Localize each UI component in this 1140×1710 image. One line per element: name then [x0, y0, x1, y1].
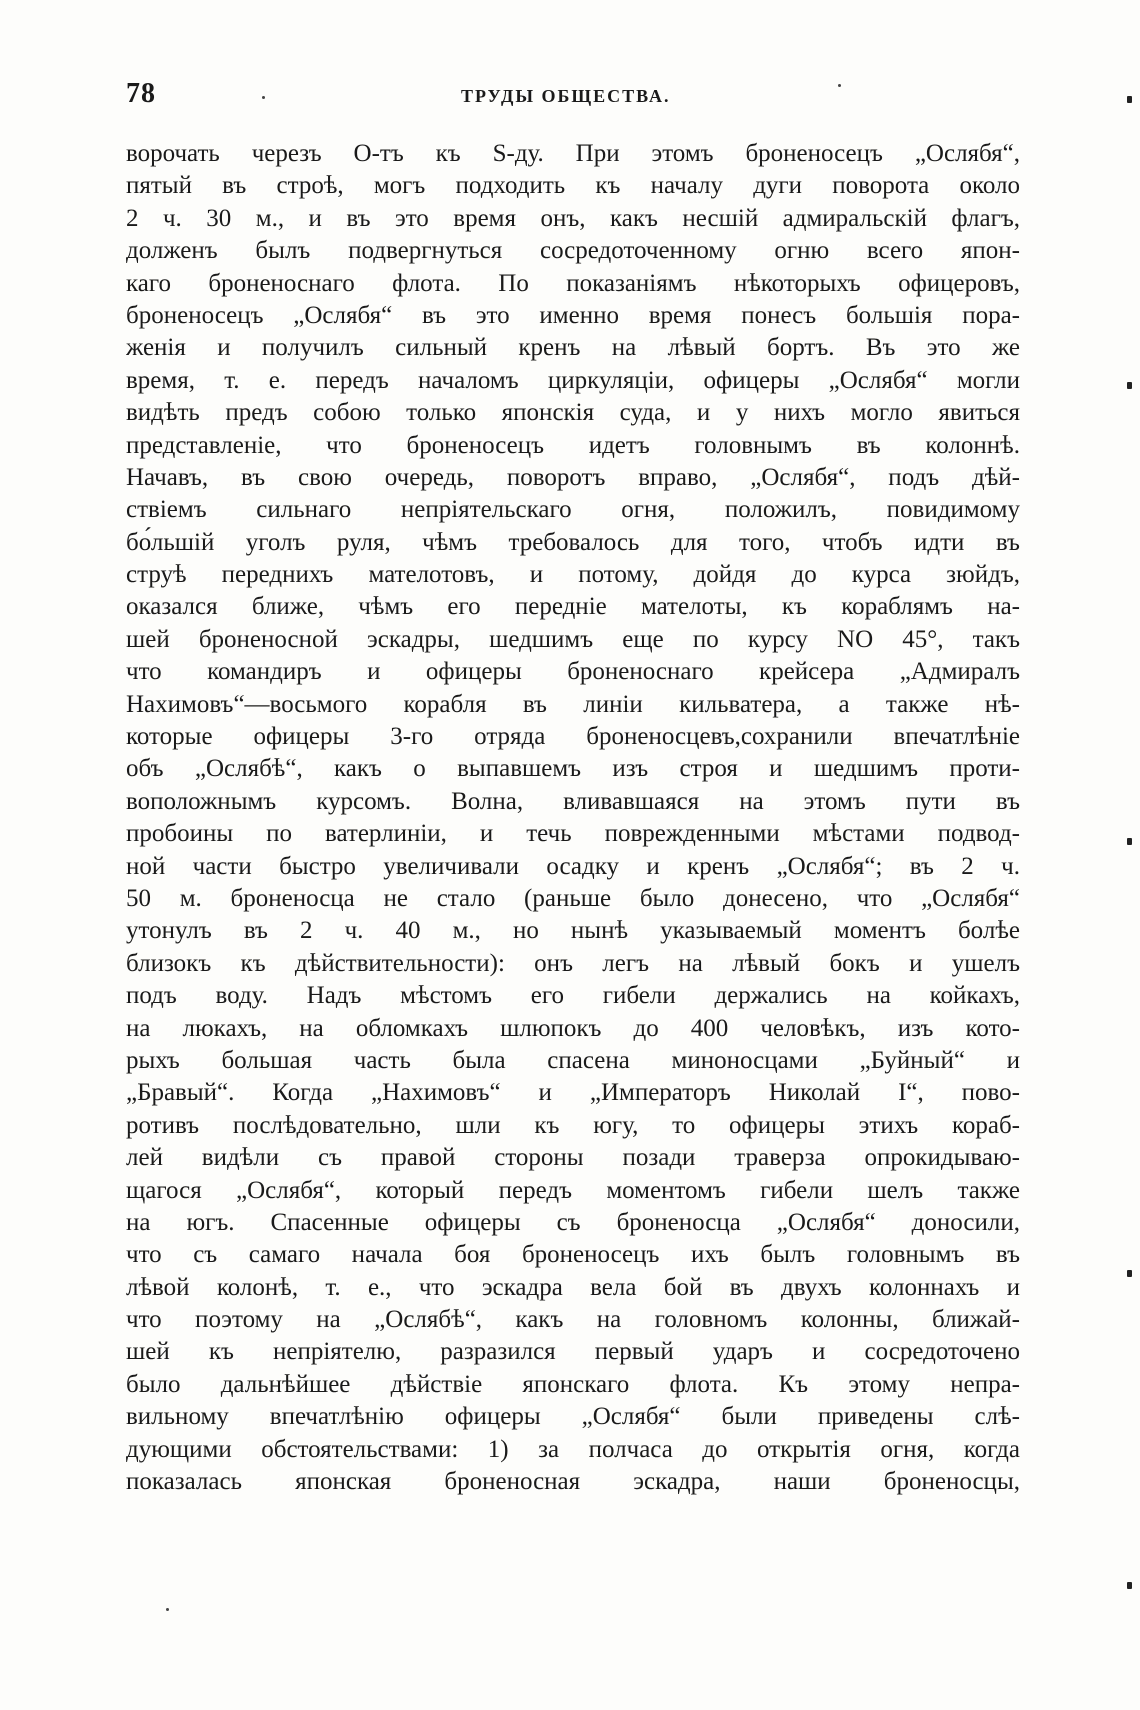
text-line: рыхъ большая часть была спасена миноносцами „Буйный“ и	[126, 1046, 1020, 1074]
text-line: ной части быстро увеличивали осадку и кренъ „Ослябя“; въ 2 ч.	[126, 852, 1020, 880]
text-line: показалась японская броненосная эскадра, наши броненосцы,	[126, 1468, 1020, 1496]
text-line: шей броненосной эскадры, шедшимъ еще по курсу NO 45°, такъ	[126, 625, 1020, 653]
text-line: подъ воду. Надъ мѣстомъ его гибели держались на койкахъ,	[126, 982, 1020, 1010]
text-line: на югъ. Спасенные офицеры съ броненосца „Ослябя“ доносили,	[126, 1208, 1020, 1236]
text-line: время, т. е. передъ началомъ циркуляціи, офицеры „Ослябя“ могли	[126, 366, 1020, 394]
text-line: что съ самаго начала боя броненосецъ ихъ былъ головнымъ въ	[126, 1241, 1020, 1269]
margin-mark	[1127, 1270, 1132, 1277]
page-header	[126, 78, 1026, 118]
text-line: струѣ переднихъ мателотовъ, и потому, дойдя до курса зюйдъ,	[126, 561, 1020, 589]
text-line: ротивъ послѣдовательно, шли къ югу, то офицеры этихъ кораб-	[126, 1111, 1020, 1139]
text-line: видѣть предъ собою только японскія суда, и у нихъ могло явиться	[126, 399, 1020, 427]
text-line: лей видѣли съ правой стороны позади траверза опрокидываю-	[126, 1144, 1020, 1172]
text-line: что командиръ и офицеры броненоснаго крейсера „Адмиралъ	[126, 658, 1020, 686]
text-line: лѣвой колонѣ, т. е., что эскадра вела бой въ двухъ колоннахъ и	[126, 1273, 1020, 1301]
text-line: пятый въ строѣ, могъ подходить къ началу дуги поворота около	[126, 172, 1020, 200]
text-line: ворочать черезъ О-тъ къ S-ду. При этомъ броненосецъ „Ослябя“,	[126, 140, 1020, 167]
text-line: объ „Ослябѣ“, какъ о выпавшемъ изъ строя и шедшимъ проти-	[126, 755, 1020, 783]
page-number: 78	[126, 78, 156, 109]
margin-mark	[1127, 96, 1132, 103]
margin-mark	[1127, 1582, 1132, 1589]
running-head: ТРУДЫ ОБЩЕСТВА.	[461, 86, 671, 106]
text-line: броненосецъ „Ослябя“ въ это именно время понесъ большія пора-	[126, 301, 1020, 329]
text-line: дующими обстоятельствами: 1) за полчаса до открытія огня, когда	[126, 1435, 1020, 1463]
text-line: близокъ къ дѣйствительности): онъ легъ на лѣвый бокъ и ушелъ	[126, 949, 1020, 977]
text-line: 50 м. броненосца не стало (раньше было донесено, что „Ослябя“	[126, 884, 1020, 912]
text-line: которые офицеры 3-го отряда броненосцевъ,сохранили впечатлѣніе	[126, 723, 1020, 751]
text-line: женія и получилъ сильный кренъ на лѣвый бортъ. Въ это же	[126, 334, 1020, 362]
text-line: бо́льшій уголъ руля, чѣмъ требовалось для того, чтобъ идти въ	[126, 528, 1020, 556]
text-line: пробоины по ватерлиніи, и течь поврежденными мѣстами подвод-	[126, 820, 1020, 848]
text-line: „Бравый“. Когда „Нахимовъ“ и „Императоръ Николай I“, пово-	[126, 1079, 1020, 1107]
text-line: утонулъ въ 2 ч. 40 м., но нынѣ указываемый моментъ болѣе	[126, 917, 1020, 945]
text-line: воположнымъ курсомъ. Волна, вливавшаяся на этомъ пути въ	[126, 787, 1020, 815]
text-line: что поэтому на „Ослябѣ“, какъ на головномъ колонны, ближай-	[126, 1306, 1020, 1334]
text-line: представленіе, что броненосецъ идетъ головнымъ въ колоннѣ.	[126, 431, 1020, 459]
scan-speck	[262, 96, 265, 99]
text-line: вильному впечатлѣнію офицеры „Ослябя“ были приведены слѣ-	[126, 1403, 1020, 1431]
text-line: долженъ былъ подвергнуться сосредоточенному огню всего япон-	[126, 237, 1020, 265]
scan-speck	[166, 1608, 169, 1611]
margin-mark	[1127, 838, 1132, 845]
text-line: оказался ближе, чѣмъ его передніе мателоты, къ кораблямъ на-	[126, 593, 1020, 621]
text-line: Начавъ, въ свою очередь, поворотъ вправо, „Ослябя“, подъ дѣй-	[126, 463, 1020, 491]
text-line: Нахимовъ“—восьмого корабля въ линіи кильватера, а также нѣ-	[126, 690, 1020, 718]
text-line: каго броненоснаго флота. По показаніямъ нѣкоторыхъ офицеровъ,	[126, 269, 1020, 297]
text-line: было дальнѣйшее дѣйствіе японскаго флота. Къ этому непра-	[126, 1370, 1020, 1398]
scan-speck	[838, 84, 841, 87]
body-text	[126, 138, 1020, 1498]
text-line: 2 ч. 30 м., и въ это время онъ, какъ несшій адмиральскій флагъ,	[126, 204, 1020, 232]
text-line: шей къ непріятелю, разразился первый ударъ и сосредоточено	[126, 1338, 1020, 1366]
text-line: щагося „Ослябя“, который передъ моментомъ гибели шелъ также	[126, 1176, 1020, 1204]
margin-mark	[1127, 382, 1132, 389]
text-line: ствіемъ сильнаго непріятельскаго огня, положилъ, повидимому	[126, 496, 1020, 524]
text-line: на люкахъ, на обломкахъ шлюпокъ до 400 человѣкъ, изъ кото-	[126, 1014, 1020, 1042]
